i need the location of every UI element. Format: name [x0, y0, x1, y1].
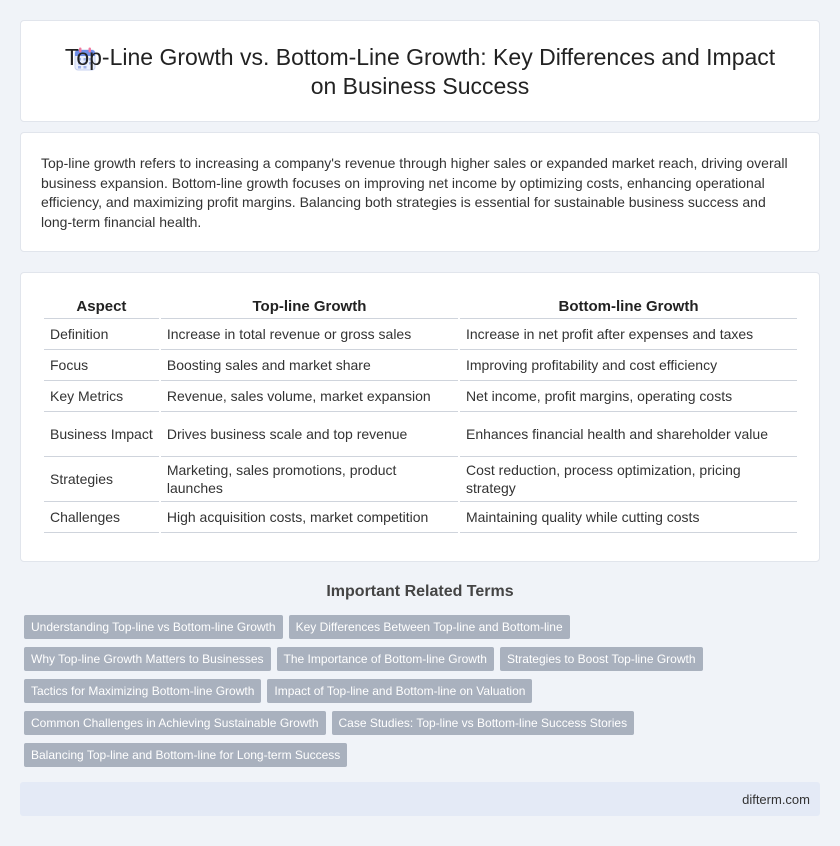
related-term-tag[interactable]: The Importance of Bottom-line Growth	[277, 647, 494, 671]
intro-card	[20, 132, 820, 252]
table-row	[44, 412, 797, 457]
related-term-tag[interactable]: Key Differences Between Top-line and Bottom-line	[289, 615, 570, 639]
table-cell-aspect: Key Metrics	[44, 381, 159, 412]
related-term-tag[interactable]: Impact of Top-line and Bottom-line on Valuation	[267, 679, 532, 703]
comparison-table	[42, 295, 799, 533]
table-row	[44, 381, 797, 412]
table-cell-top-line: Drives business scale and top revenue	[161, 412, 458, 457]
table-header-row	[44, 295, 797, 319]
related-term-tag[interactable]: Case Studies: Top-line vs Bottom-line Success Stories	[332, 711, 635, 735]
table-cell-aspect: Challenges	[44, 502, 159, 533]
related-terms-heading: Important Related Terms	[326, 583, 514, 600]
related-term-tag[interactable]: Common Challenges in Achieving Sustainable Growth	[24, 711, 326, 735]
tag-row	[24, 711, 784, 735]
table-row	[44, 350, 797, 381]
page-title: Top-Line Growth vs. Bottom-Line Growth: Key Differences and Impact on Business Success	[64, 44, 776, 99]
intro-paragraph: Top-line growth refers to increasing a company's revenue through higher sales or expanded market reach, driving overall business expansion. Bottom-line growth focuses on improving net income by optimizing costs, enhancing operational efficiency, and maximizing profit margins. Balancing both strategies is essential for sustainable business success and long-term financial health.	[41, 155, 788, 230]
table-cell-top-line: Marketing, sales promotions, product launches	[161, 457, 458, 502]
column-header-aspect: Aspect	[44, 295, 159, 319]
table-cell-aspect: Definition	[44, 319, 159, 350]
table-cell-bottom-line: Increase in net profit after expenses and taxes	[460, 319, 797, 350]
table-cell-top-line: Boosting sales and market share	[161, 350, 458, 381]
tag-row	[24, 743, 784, 767]
related-term-tag[interactable]: Why Top-line Growth Matters to Businesses	[24, 647, 271, 671]
related-term-tag[interactable]: Tactics for Maximizing Bottom-line Growth	[24, 679, 261, 703]
table-cell-bottom-line: Maintaining quality while cutting costs	[460, 502, 797, 533]
table-cell-top-line: Revenue, sales volume, market expansion	[161, 381, 458, 412]
table-cell-bottom-line: Improving profitability and cost efficiency	[460, 350, 797, 381]
related-term-tag[interactable]: Balancing Top-line and Bottom-line for Long-term Success	[24, 743, 347, 767]
table-row	[44, 457, 797, 502]
related-term-tag[interactable]: Understanding Top-line vs Bottom-line Growth	[24, 615, 283, 639]
table-cell-aspect: Focus	[44, 350, 159, 381]
table-cell-bottom-line: Enhances financial health and shareholder value	[460, 412, 797, 457]
table-cell-top-line: Increase in total revenue or gross sales	[161, 319, 458, 350]
related-terms-list	[24, 615, 784, 775]
table-cell-bottom-line: Net income, profit margins, operating costs	[460, 381, 797, 412]
table-cell-aspect: Strategies	[44, 457, 159, 502]
column-header-top-line: Top-line Growth	[161, 295, 458, 319]
header-card	[20, 20, 820, 122]
footer	[20, 782, 820, 816]
column-header-bottom-line: Bottom-line Growth	[460, 295, 797, 319]
footer-site-link[interactable]: difterm.com	[742, 792, 810, 807]
related-term-tag[interactable]: Strategies to Boost Top-line Growth	[500, 647, 703, 671]
table-row	[44, 502, 797, 533]
table-cell-top-line: High acquisition costs, market competition	[161, 502, 458, 533]
table-cell-bottom-line: Cost reduction, process optimization, pricing strategy	[460, 457, 797, 502]
comparison-card	[20, 272, 820, 562]
tag-row	[24, 615, 784, 639]
table-cell-aspect: Business Impact	[44, 412, 159, 457]
tag-row	[24, 647, 784, 671]
tag-row	[24, 679, 784, 703]
table-row	[44, 319, 797, 350]
